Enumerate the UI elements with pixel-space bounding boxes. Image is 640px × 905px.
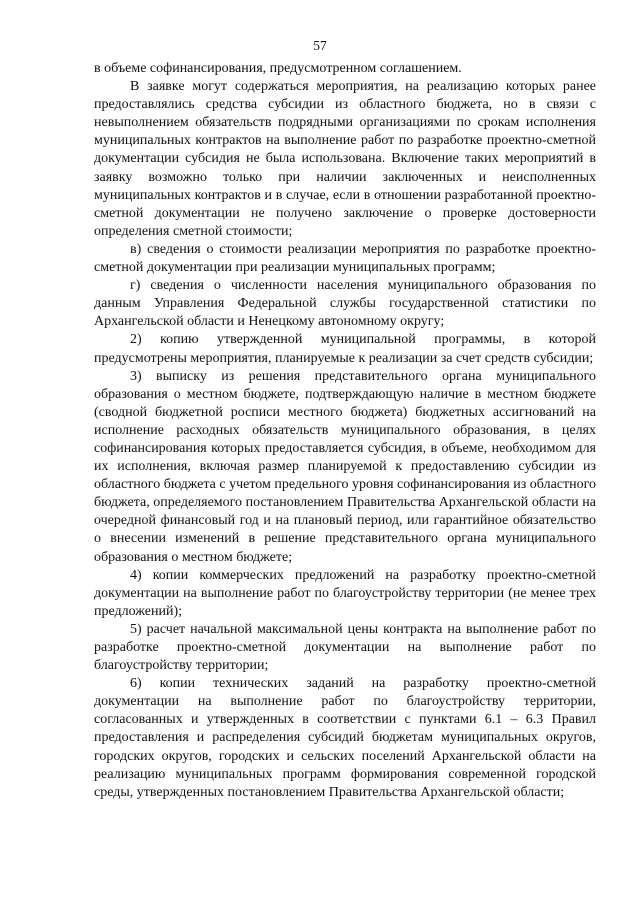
paragraph-application-measures: В заявке могут содержаться мероприятия, на реализацию которых ранее предоставлялись средства субсидии из областного бюджета, но в связи с невыполнением обязательств подрядными организациями по срокам исполнения муниципальных контрактов на выполнение работ по разработке проектно-сметной документации субсидия не была использована. Включение таких мероприятий в заявку возможно только при наличии заключенных и неисполненных муниципальных контрактов и в случае, если в отношении разработанной проектно-сметной документации не получено заключение о проверке достоверности определения сметной стоимости; xyxy=(94,79,596,239)
paragraph-item-5-price-calculation: 5) расчет начальной максимальной цены контракта на выполнение работ по разработке проектно-сметной документации на выполнение работ по благоустройству территории; xyxy=(94,621,596,674)
paragraph-cofinancing-continuation: в объеме софинансирования, предусмотренном соглашением. xyxy=(94,61,462,76)
paragraph-item-v-cost-info: в) сведения о стоимости реализации мероприятия по разработке проектно-сметной документации при реализации муниципальных программ; xyxy=(94,241,596,276)
paragraph-item-6-technical-specs: 6) копии технических заданий на разработку проектно-сметной документации на выполнение работ по благоустройству территории, согласованных и утвержденных в соответствии с пунктами 6.1 – 6.3 Правил предоставления и распределения субсидий бюджетам муниципальных округов, городских округов, городских и сельских поселений Архангельской области на реализацию муниципальных программ формирования современной городской среды, утвержденных постановлением Правительства Архангельской области; xyxy=(94,676,596,800)
paragraph-item-g-population-info: г) сведения о численности населения муниципального образования по данным Управления Федеральной службы государственной статистики по Архангельской области и Ненецкому автономному округу; xyxy=(94,278,596,330)
paragraph-item-3-budget-extract: 3) выписку из решения представительного органа муниципального образования о местном бюджете, подтверждающую наличие в местном бюджете (сводной бюджетной росписи местного бюджета) бюджетных ассигнований на исполнение расходных обязательств муниципального образования, в целях софинансирования которых предоставляется субсидия, в объеме, необходимом для их исполнения, включая размер планируемой к предоставлению субсидии из областного бюджета с учетом предельного уровня софинансирования из областного бюджета, определяемого постановлением Правительства Архангельской области на очередной финансовый год и на плановый период, или гарантийное обязательство о внесении изменений в решение представительного органа муниципального образования о местном бюджете; xyxy=(94,368,597,565)
document-body xyxy=(94,60,596,802)
page-number: 57 xyxy=(313,38,327,53)
paragraph-item-2-program-copy: 2) копию утвержденной муниципальной программы, в которой предусмотрены мероприятия, планируемые к реализации за счет средств субсидии; xyxy=(94,332,596,366)
paragraph-item-4-commercial-offers: 4) копии коммерческих предложений на разработку проектно-сметной документации на выполнение работ по благоустройству территории (не менее трех предложений); xyxy=(94,567,596,619)
